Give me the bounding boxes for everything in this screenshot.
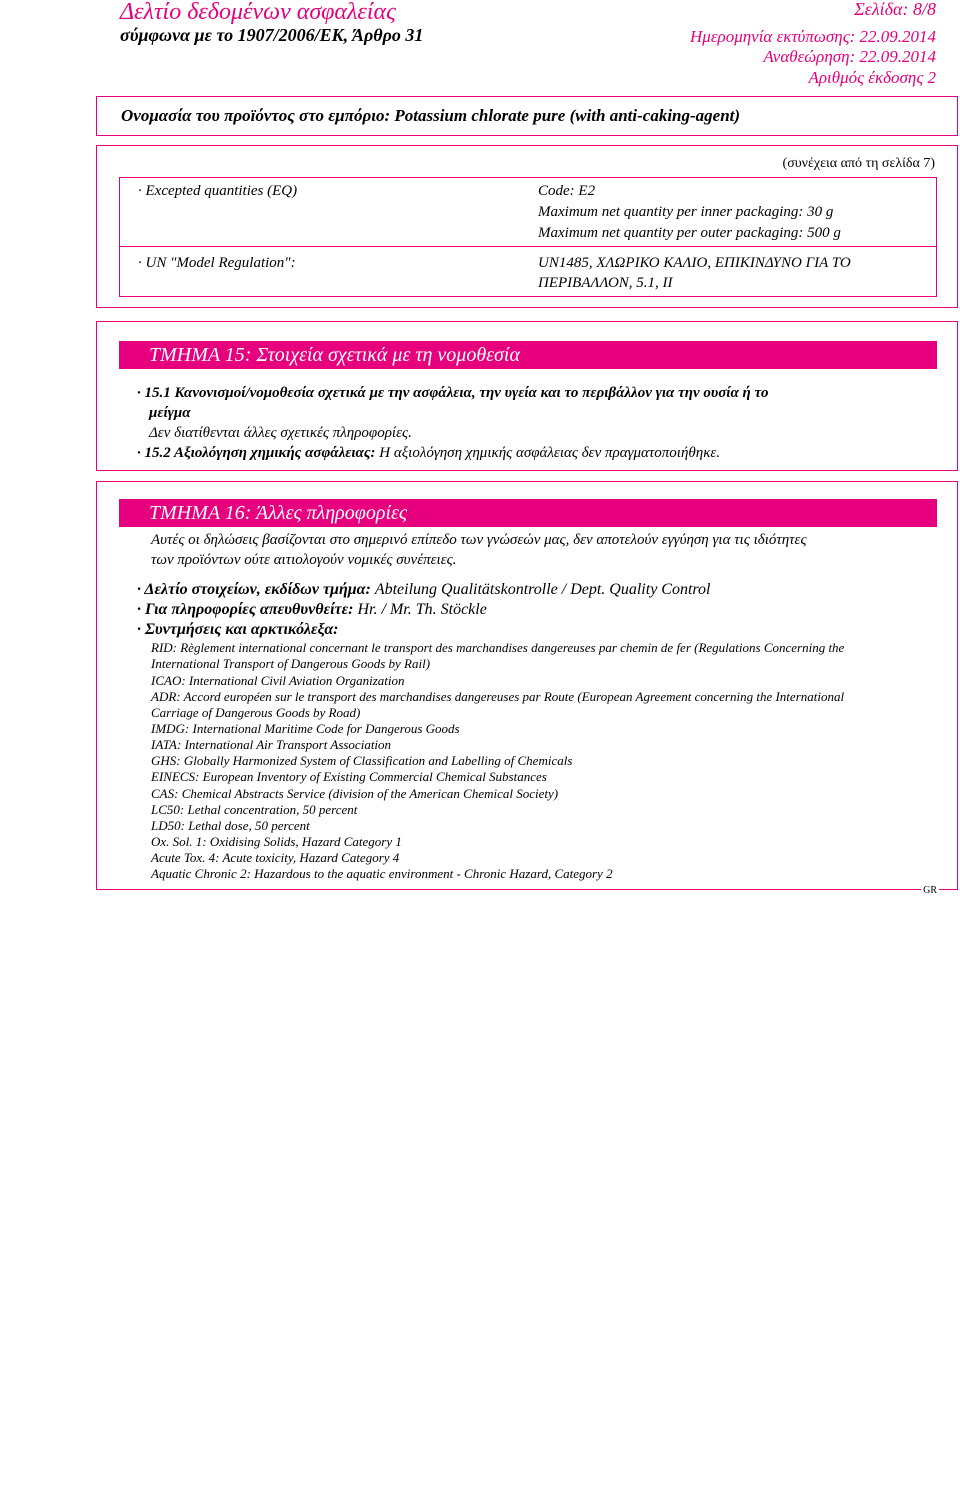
issuer-value: Abteilung Qualitätskontrolle / Dept. Quality Control (374, 581, 711, 598)
print-date: Ημερομηνία εκτύπωσης: 22.09.2014 (690, 27, 936, 46)
un-value-2: ΠΕΡΙΒΑΛΛΟΝ, 5.1, II (538, 275, 673, 291)
abbr-item: Acute Tox. 4: Acute toxicity, Hazard Category 4 (151, 850, 400, 865)
un-label: · UN "Model Regulation": (138, 255, 296, 271)
section16-intro-1: Αυτές οι δηλώσεις βασίζονται στο σημερινό επίπεδο των γνώσεών μας, δεν αποτελούν εγγύηση για τις ιδιότητες (151, 532, 807, 548)
abbr-item: Carriage of Dangerous Goods by Road) (151, 705, 361, 720)
continued-note: (συνέχεια από τη σελίδα 7) (782, 156, 935, 171)
eq-code: Code: E2 (538, 183, 596, 199)
section15-2-text: Η αξιολόγηση χημικής ασφάλειας δεν πραγματοποιήθηκε. (379, 445, 721, 461)
section15-1-heading-1: · 15.1 Κανονισμοί/νομοθεσία σχετικά με την ασφάλεια, την υγεία και το περιβάλλον για την ουσία ή το (137, 385, 769, 401)
page-number: Σελίδα: 8/8 (854, 0, 936, 19)
row-divider (120, 246, 936, 247)
un-value-1: UN1485, ΧΛΩΡΙΚΟ ΚΑΛΙΟ, ΕΠΙΚΙΝΔΥΝΟ ΓΙΑ ΤΟ (538, 255, 851, 271)
section16-intro-2: των προϊόντων ούτε αιτιολογούν νομικές συνέπειες. (151, 552, 457, 568)
abbr-item: LC50: Lethal concentration, 50 percent (151, 802, 358, 817)
abbr-item: ADR: Accord européen sur le transport des marchandises dangereuses par Route (European Agreement concerning the International (151, 689, 845, 704)
section15-title: ΤΜΗΜΑ 15: Στοιχεία σχετικά με τη νομοθεσία (119, 341, 937, 369)
abbr-item: GHS: Globally Harmonized System of Classification and Labelling of Chemicals (151, 753, 573, 768)
section15-box (96, 321, 958, 471)
abbr-item: IMDG: International Maritime Code for Dangerous Goods (151, 721, 460, 736)
abbr-item: LD50: Lethal dose, 50 percent (151, 818, 310, 833)
section15-1-text: Δεν διατίθενται άλλες σχετικές πληροφορίες. (149, 425, 412, 441)
regulation-line: σύμφωνα με το 1907/2006/ΕΚ, Άρθρο 31 (120, 25, 424, 45)
eq-label: · Excepted quantities (EQ) (138, 183, 298, 199)
section16-box (96, 481, 958, 896)
section15-1-heading-2: μείγμα (149, 405, 191, 421)
contact-line (137, 600, 487, 620)
transport-box (96, 145, 958, 308)
section16-title: ΤΜΗΜΑ 16: Άλλες πληροφορίες (119, 499, 937, 527)
contact-value: Hr. / Mr. Th. Stöckle (357, 601, 487, 618)
document-title: Δελτίο δεδομένων ασφαλείας (120, 0, 396, 25)
product-name-box (96, 96, 958, 136)
abbr-item: RID: Règlement international concernant le transport des marchandises dangereuses par chemin de fer (Regulations Concerning the (151, 640, 845, 655)
product-name: Ονομασία του προϊόντος στο εμπόριο: Potassium chlorate pure (with anti-caking-agent) (121, 106, 741, 125)
abbr-item: ICAO: International Civil Aviation Organization (151, 673, 405, 688)
abbr-item: CAS: Chemical Abstracts Service (division of the American Chemical Society) (151, 786, 559, 801)
section15-2-heading: · 15.2 Αξιολόγηση χημικής ασφάλειας: (137, 445, 376, 461)
abbr-item: IATA: International Air Transport Association (151, 737, 392, 752)
revision-date: Αναθεώρηση: 22.09.2014 (763, 47, 936, 66)
issuer-line (137, 580, 711, 600)
transport-table (119, 177, 937, 297)
abbr-label: · Συντμήσεις και αρκτικόλεξα: (137, 621, 339, 638)
contact-label: · Για πληροφορίες απευθυνθείτε: (137, 601, 354, 618)
abbr-item: EINECS: European Inventory of Existing Commercial Chemical Substances (151, 769, 547, 784)
abbr-item: International Transport of Dangerous Goods by Rail) (151, 656, 431, 671)
version-number: Αριθμός έκδοσης 2 (808, 68, 936, 87)
issuer-label: · Δελτίο στοιχείων, εκδίδων τμήμα: (137, 581, 371, 598)
eq-outer: Maximum net quantity per outer packaging: 500 g (538, 225, 841, 241)
country-code: GR (923, 885, 937, 896)
eq-inner: Maximum net quantity per inner packaging: 30 g (538, 204, 834, 220)
section15-2-line (137, 443, 720, 463)
abbr-item: Ox. Sol. 1: Oxidising Solids, Hazard Category 1 (151, 834, 402, 849)
abbr-item: Aquatic Chronic 2: Hazardous to the aquatic environment - Chronic Hazard, Category 2 (151, 866, 613, 881)
